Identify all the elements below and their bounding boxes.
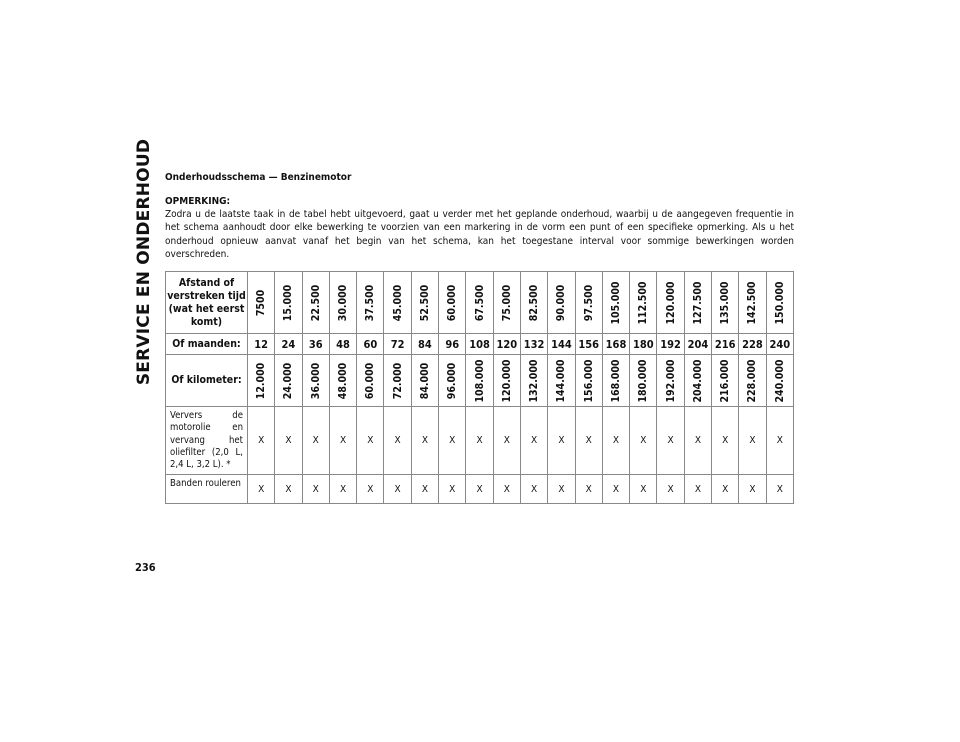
month-cell: 84 — [411, 334, 438, 355]
task-row-tire-rotation — [166, 475, 794, 504]
task-mark: X — [439, 475, 466, 504]
task-mark: X — [712, 407, 739, 475]
month-cell: 192 — [657, 334, 684, 355]
kilometers-header: Of kilometer: — [166, 355, 248, 407]
task-mark: X — [575, 407, 602, 475]
interval-cell: 15.000 — [275, 272, 302, 334]
month-cell: 48 — [329, 334, 356, 355]
kilometer-cell: 120.000 — [493, 355, 520, 407]
kilometer-cell: 84.000 — [411, 355, 438, 407]
task-mark: X — [575, 475, 602, 504]
task-mark: X — [766, 475, 793, 504]
task-mark: X — [739, 475, 766, 504]
interval-cell: 120.000 — [657, 272, 684, 334]
interval-cell: 142.500 — [739, 272, 766, 334]
kilometer-cell: 156.000 — [575, 355, 602, 407]
task-mark: X — [357, 407, 384, 475]
task-mark: X — [302, 475, 329, 504]
task-mark: X — [630, 407, 657, 475]
kilometer-cell: 96.000 — [439, 355, 466, 407]
interval-cell: 82.500 — [520, 272, 547, 334]
kilometers-row — [166, 355, 794, 407]
task-mark: X — [384, 475, 411, 504]
task-mark: X — [548, 475, 575, 504]
task-label: Banden rouleren — [166, 475, 248, 504]
task-mark: X — [602, 475, 629, 504]
task-row-oil-change — [166, 407, 794, 475]
interval-cell: 60.000 — [439, 272, 466, 334]
task-mark: X — [520, 475, 547, 504]
task-mark: X — [275, 407, 302, 475]
maintenance-schedule-table — [165, 271, 794, 504]
task-mark: X — [439, 407, 466, 475]
interval-cell: 97.500 — [575, 272, 602, 334]
note-label: OPMERKING: — [165, 196, 231, 207]
kilometer-cell: 36.000 — [302, 355, 329, 407]
month-cell: 96 — [439, 334, 466, 355]
interval-cell: 150.000 — [766, 272, 793, 334]
task-mark: X — [493, 475, 520, 504]
interval-cell: 22.500 — [302, 272, 329, 334]
interval-cell: 112.500 — [630, 272, 657, 334]
task-mark: X — [602, 407, 629, 475]
task-mark: X — [248, 475, 275, 504]
interval-cell: 52.500 — [411, 272, 438, 334]
section-title: Onderhoudsschema — Benzinemotor — [165, 172, 352, 183]
task-mark: X — [684, 407, 711, 475]
kilometer-cell: 48.000 — [329, 355, 356, 407]
task-mark: X — [739, 407, 766, 475]
kilometer-cell: 240.000 — [766, 355, 793, 407]
task-mark: X — [766, 407, 793, 475]
interval-cell: 30.000 — [329, 272, 356, 334]
task-mark: X — [466, 407, 493, 475]
month-cell: 120 — [493, 334, 520, 355]
task-mark: X — [248, 407, 275, 475]
kilometer-cell: 216.000 — [712, 355, 739, 407]
side-section-title-text: SERVICE EN ONDERHOUD — [134, 138, 154, 386]
task-mark: X — [493, 407, 520, 475]
month-cell: 240 — [766, 334, 793, 355]
kilometer-cell: 132.000 — [520, 355, 547, 407]
task-mark: X — [684, 475, 711, 504]
page-content — [165, 172, 794, 504]
kilometer-cell: 168.000 — [602, 355, 629, 407]
month-cell: 12 — [248, 334, 275, 355]
task-mark: X — [411, 475, 438, 504]
kilometer-cell: 204.000 — [684, 355, 711, 407]
interval-cell: 127.500 — [684, 272, 711, 334]
interval-header: Afstand of verstreken tijd (wat het eerst komt) — [166, 272, 248, 334]
kilometer-cell: 60.000 — [357, 355, 384, 407]
task-mark: X — [302, 407, 329, 475]
kilometer-cell: 228.000 — [739, 355, 766, 407]
month-cell: 72 — [384, 334, 411, 355]
task-mark: X — [657, 475, 684, 504]
task-mark: X — [548, 407, 575, 475]
task-mark: X — [275, 475, 302, 504]
interval-cell: 75.000 — [493, 272, 520, 334]
task-mark: X — [520, 407, 547, 475]
note-text: Zodra u de laatste taak in de tabel hebt uitgevoerd, gaat u verder met het geplande onderhoud, waarbij u de aangegeven frequentie in het schema aanhoudt door elke bewerking te voorzien van een markering in de vorm een punt of een specifieke opmerking. Als u het onderhoud opnieuw aanvat vanaf het begin van het schema, kan het toegestane interval voor sommige bewerkingen worden overschreden. — [165, 209, 794, 260]
month-cell: 156 — [575, 334, 602, 355]
page-number: 236 — [135, 561, 156, 574]
month-cell: 24 — [275, 334, 302, 355]
interval-row — [166, 272, 794, 334]
task-mark: X — [329, 407, 356, 475]
month-cell: 216 — [712, 334, 739, 355]
kilometer-cell: 180.000 — [630, 355, 657, 407]
interval-cell: 45.000 — [384, 272, 411, 334]
kilometer-cell: 192.000 — [657, 355, 684, 407]
month-cell: 168 — [602, 334, 629, 355]
task-mark: X — [329, 475, 356, 504]
task-mark: X — [384, 407, 411, 475]
kilometer-cell: 144.000 — [548, 355, 575, 407]
interval-cell: 135.000 — [712, 272, 739, 334]
kilometer-cell: 108.000 — [466, 355, 493, 407]
month-cell: 204 — [684, 334, 711, 355]
side-section-title — [128, 138, 160, 386]
task-mark: X — [712, 475, 739, 504]
month-cell: 36 — [302, 334, 329, 355]
interval-cell: 7500 — [248, 272, 275, 334]
month-cell: 180 — [630, 334, 657, 355]
interval-cell: 90.000 — [548, 272, 575, 334]
months-header: Of maanden: — [166, 334, 248, 355]
month-cell: 144 — [548, 334, 575, 355]
month-cell: 132 — [520, 334, 547, 355]
kilometer-cell: 72.000 — [384, 355, 411, 407]
task-mark: X — [411, 407, 438, 475]
kilometer-cell: 24.000 — [275, 355, 302, 407]
task-label: Ververs de motorolie en vervang het oliefilter (2,0 L, 2,4 L, 3,2 L). * — [166, 407, 248, 475]
task-mark: X — [466, 475, 493, 504]
task-mark: X — [657, 407, 684, 475]
interval-cell: 37.500 — [357, 272, 384, 334]
months-row — [166, 334, 794, 355]
month-cell: 60 — [357, 334, 384, 355]
kilometer-cell: 12.000 — [248, 355, 275, 407]
month-cell: 108 — [466, 334, 493, 355]
interval-cell: 105.000 — [602, 272, 629, 334]
interval-cell: 67.500 — [466, 272, 493, 334]
task-mark: X — [357, 475, 384, 504]
month-cell: 228 — [739, 334, 766, 355]
task-mark: X — [630, 475, 657, 504]
